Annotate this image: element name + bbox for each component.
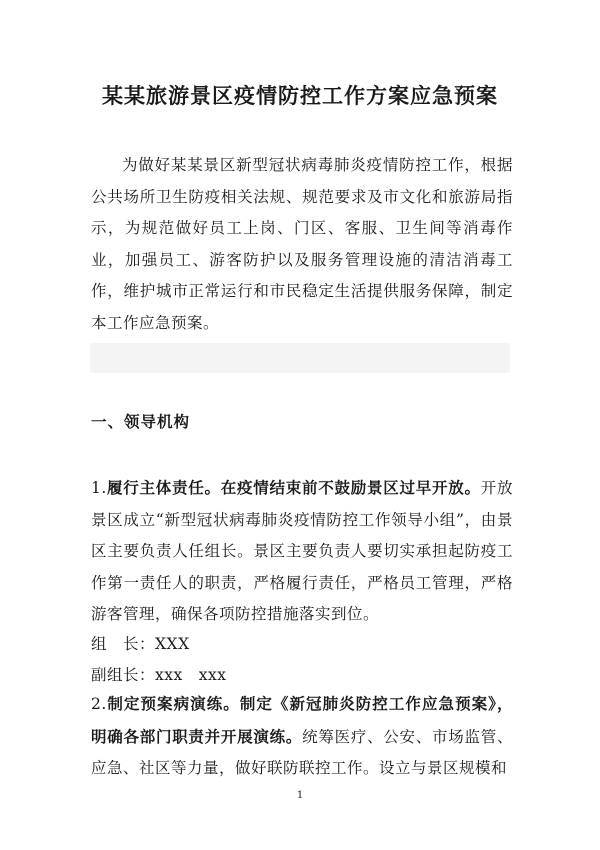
item-2-body: 统筹医疗、公安、市场监管、应急、社区等力量，做好联防联控工作。设立与景区规模和: [91, 727, 513, 777]
paragraph-item-2: [91, 688, 513, 785]
page-number: 1: [296, 790, 304, 801]
leader-line: 组 长：XXX: [91, 635, 190, 653]
item-1-number: 1.: [91, 479, 107, 497]
paragraph-item-1: [91, 472, 513, 631]
item-1-body: 开放景区成立“新型冠状病毒肺炎疫情防控工作领导小组”，由景区主要负责人任组长。景区主要负责人要切实承担起防疫工作第一责任人的职责，严格履行责任，严格员工管理，严格游客管理，确保各项防控措施落实到位。: [91, 479, 513, 623]
item-1-bold-lead: 履行主体责任。在疫情结束前不鼓励景区过早开放。: [106, 478, 481, 497]
deputy-leader-line: 副组长：xxx xxx: [91, 666, 227, 684]
section-heading-leadership: 一、领导机构: [91, 412, 191, 431]
intro-paragraph: 为做好某某景区新型冠状病毒肺炎疫情防控工作，根据公共场所卫生防疫相关法规、规范要求及市文化和旅游局指示，为规范做好员工上岗、门区、客服、卫生间等消毒作业，加强员工、游客防护以及服务管理设施的清洁消毒工作，维护城市正常运行和市民稳定生活提供服务保障，制定本工作应急预案。: [91, 156, 513, 332]
shaded-blank-line: [90, 343, 510, 373]
item-2-number: 2.: [91, 695, 107, 713]
document-title: 某某旅游景区疫情防控工作方案应急预案: [102, 84, 498, 108]
item-2-bold-lead: 制定预案病演练。制定《新冠肺炎防控工作应急预案》，明确各部门职责并开展演练。: [91, 694, 513, 746]
